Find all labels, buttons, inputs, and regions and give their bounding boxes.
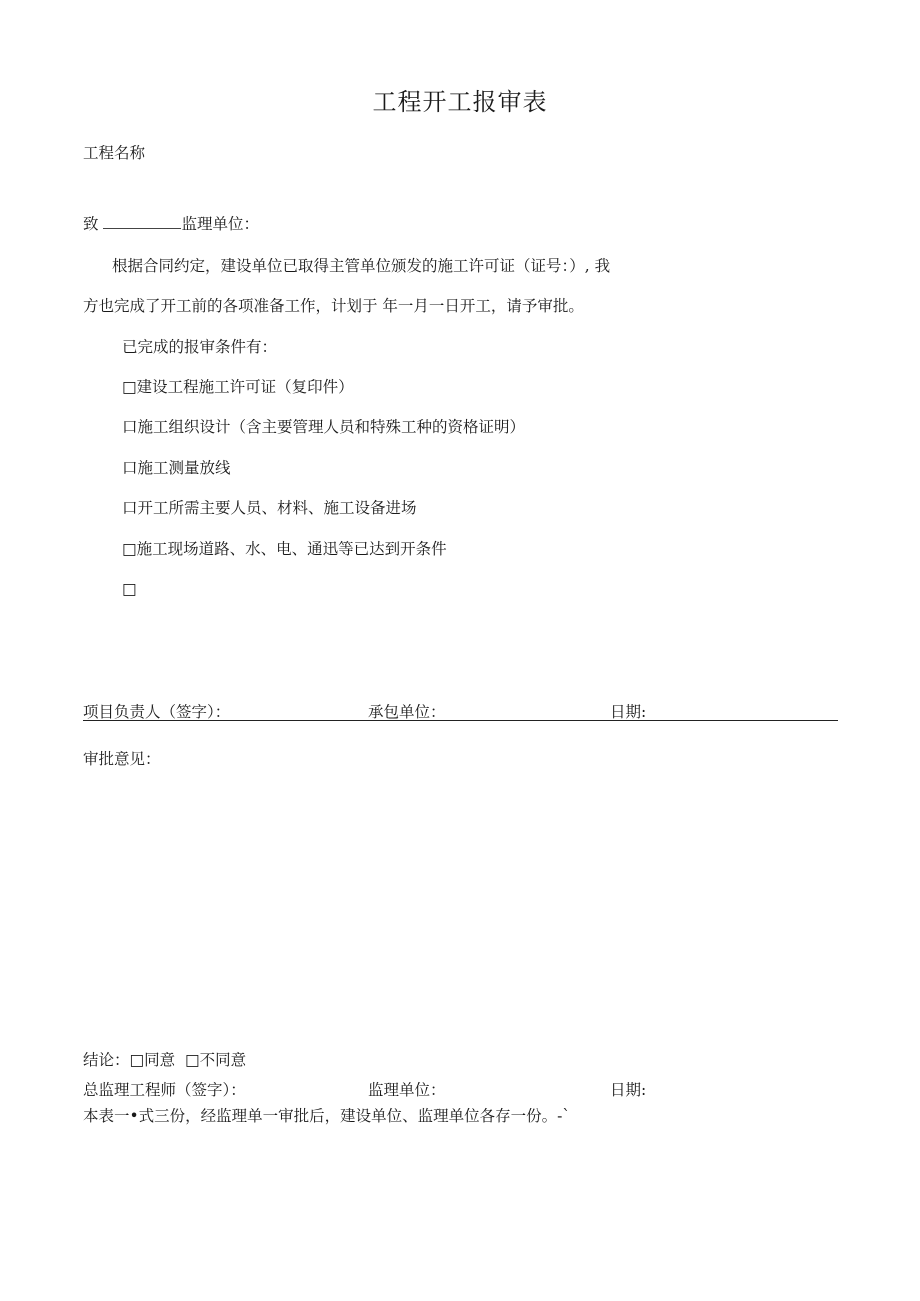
approval-opinion-label: 审批意见： bbox=[83, 750, 161, 768]
condition-item-blank-checkbox[interactable]: □ bbox=[122, 580, 137, 598]
condition-item[interactable]: 口施工组织设计（含主要管理人员和特殊工种的资格证明） bbox=[122, 418, 526, 436]
addressee-line bbox=[83, 214, 259, 234]
contractor-date-label: 日期: bbox=[610, 703, 647, 721]
supervisor-unit-blank[interactable] bbox=[103, 214, 181, 229]
form-title: 工程开工报审表 bbox=[372, 88, 548, 116]
condition-item[interactable]: 口施工测量放线 bbox=[122, 459, 231, 477]
body-paragraph-line-1: 根据合同约定，建设单位已取得主管单位颁发的施工许可证（证号：）, 我 bbox=[112, 257, 611, 275]
condition-item[interactable]: 口开工所需主要人员、材料、施工设备进场 bbox=[122, 499, 417, 517]
condition-item[interactable]: □建设工程施工许可证（复印件） bbox=[122, 378, 354, 396]
body-paragraph-line-2: 方也完成了开工前的各项准备工作，计划于 年一月一日开工，请予审批。 bbox=[83, 297, 584, 315]
footer-note: 本表一•式三份，经监理单一审批后，建设单位、监理单位各存一份。-` bbox=[83, 1107, 571, 1125]
contractor-unit-label: 承包单位： bbox=[368, 703, 446, 721]
addressee-suffix: 监理单位： bbox=[181, 215, 259, 233]
disagree-checkbox[interactable]: □不同意 bbox=[185, 1051, 247, 1069]
conclusion-label: 结论： bbox=[83, 1051, 130, 1069]
project-name-label: 工程名称 bbox=[83, 144, 146, 162]
conclusion-row bbox=[83, 1050, 246, 1070]
supervisor-signature-row bbox=[83, 1078, 838, 1100]
contractor-signature-row bbox=[83, 700, 838, 722]
chief-supervisor-signature-label: 总监理工程师（签字）： bbox=[83, 1081, 246, 1099]
supervisor-unit-label: 监理单位： bbox=[368, 1081, 446, 1099]
project-manager-signature-label: 项目负责人（签字）： bbox=[83, 703, 231, 721]
agree-checkbox[interactable]: □同意 bbox=[129, 1051, 176, 1069]
section-divider bbox=[83, 720, 838, 721]
condition-item[interactable]: □施工现场道路、水、电、通迅等已达到开条件 bbox=[122, 540, 447, 558]
addressee-prefix: 致 bbox=[83, 215, 99, 233]
conditions-heading: 已完成的报审条件有： bbox=[122, 338, 278, 356]
supervisor-date-label: 日期: bbox=[610, 1081, 647, 1099]
